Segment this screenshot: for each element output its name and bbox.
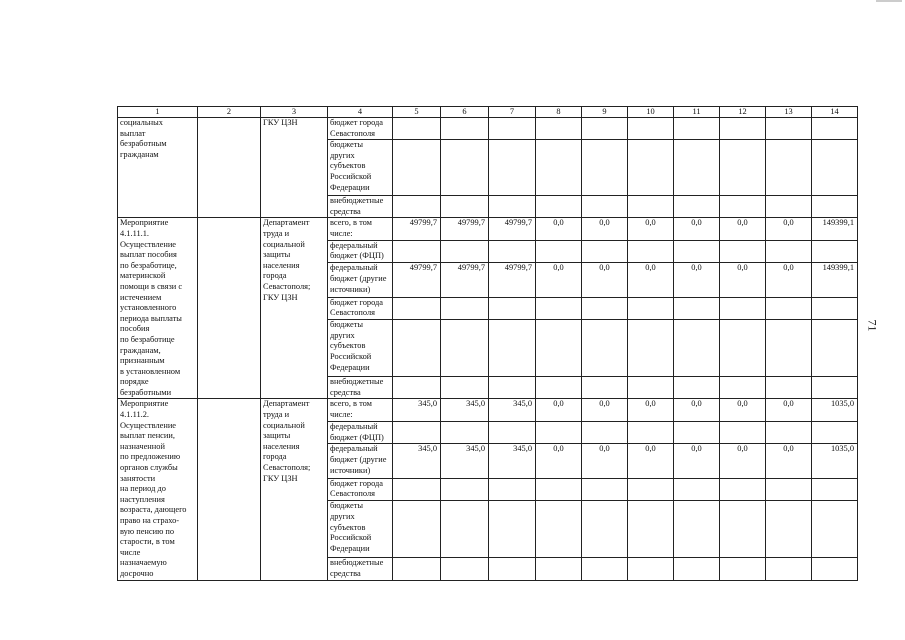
- value-cell: [582, 320, 628, 377]
- value-cell: [536, 501, 582, 558]
- value-cell: [628, 376, 674, 399]
- value-cell: [489, 140, 536, 196]
- header-cell: 13: [766, 107, 812, 118]
- value-cell: 149399,1: [812, 263, 858, 297]
- value-cell: [812, 558, 858, 581]
- value-cell: 149399,1: [812, 218, 858, 240]
- value-cell: [582, 376, 628, 399]
- value-cell: 0,0: [628, 399, 674, 421]
- value-cell: [441, 297, 489, 319]
- funding-source-cell: бюджеты других субъектов Российской Федерации: [328, 320, 393, 377]
- funding-source-cell: федеральный бюджет (ФЦП): [328, 421, 393, 443]
- value-cell: [812, 421, 858, 443]
- value-cell: [674, 196, 720, 218]
- value-cell: [582, 501, 628, 558]
- value-cell: [674, 118, 720, 140]
- value-cell: [582, 140, 628, 196]
- activity-name-cell: Мероприятие 4.1.11.1. Осуществление выплат пособия по безработице, материнской помощи в связи с истечением установленного периода выплаты пособия по безработице гражданам, признанным в установленном порядке безработными: [118, 218, 198, 399]
- value-cell: [441, 196, 489, 218]
- funding-source-cell: внебюджетные средства: [328, 558, 393, 581]
- value-cell: [812, 140, 858, 196]
- value-cell: [628, 240, 674, 262]
- value-cell: [628, 320, 674, 377]
- value-cell: [812, 501, 858, 558]
- value-cell: [536, 196, 582, 218]
- value-cell: [628, 118, 674, 140]
- value-cell: [812, 376, 858, 399]
- value-cell: [720, 558, 766, 581]
- executor-cell: Департамент труда и социальной защиты населения города Севастополя; ГКУ ЦЗН: [261, 399, 328, 580]
- value-cell: [628, 140, 674, 196]
- value-cell: [489, 558, 536, 581]
- value-cell: [393, 376, 441, 399]
- header-cell: 14: [812, 107, 858, 118]
- funding-source-cell: бюджеты других субъектов Российской Федерации: [328, 140, 393, 196]
- value-cell: 0,0: [766, 263, 812, 297]
- value-cell: [536, 240, 582, 262]
- value-cell: [766, 421, 812, 443]
- value-cell: 0,0: [720, 218, 766, 240]
- value-cell: [536, 320, 582, 377]
- page-number: 71: [865, 319, 880, 332]
- funding-source-cell: федеральный бюджет (ФЦП): [328, 240, 393, 262]
- value-cell: [393, 478, 441, 500]
- value-cell: 0,0: [674, 263, 720, 297]
- value-cell: 0,0: [766, 444, 812, 478]
- empty-cell: [198, 218, 261, 399]
- value-cell: 0,0: [674, 399, 720, 421]
- table-row: [118, 118, 858, 140]
- value-cell: 0,0: [720, 263, 766, 297]
- value-cell: 0,0: [628, 218, 674, 240]
- value-cell: [766, 501, 812, 558]
- value-cell: [441, 118, 489, 140]
- value-cell: 49799,7: [441, 218, 489, 240]
- funding-source-cell: бюджет города Севастополя: [328, 118, 393, 140]
- value-cell: 345,0: [489, 444, 536, 478]
- header-cell: 8: [536, 107, 582, 118]
- value-cell: [766, 118, 812, 140]
- value-cell: [393, 320, 441, 377]
- empty-cell: [198, 399, 261, 580]
- value-cell: [674, 320, 720, 377]
- value-cell: [489, 297, 536, 319]
- value-cell: 0,0: [536, 263, 582, 297]
- value-cell: [536, 421, 582, 443]
- budget-table: [117, 106, 858, 581]
- value-cell: [720, 118, 766, 140]
- value-cell: 0,0: [536, 399, 582, 421]
- executor-cell: ГКУ ЦЗН: [261, 118, 328, 218]
- value-cell: [582, 196, 628, 218]
- value-cell: [489, 376, 536, 399]
- value-cell: [489, 240, 536, 262]
- header-cell: 9: [582, 107, 628, 118]
- value-cell: 345,0: [441, 399, 489, 421]
- value-cell: [720, 196, 766, 218]
- value-cell: [720, 320, 766, 377]
- value-cell: [628, 421, 674, 443]
- value-cell: 0,0: [720, 444, 766, 478]
- value-cell: [766, 196, 812, 218]
- table-row: [118, 399, 858, 421]
- value-cell: [393, 297, 441, 319]
- value-cell: [812, 196, 858, 218]
- value-cell: 0,0: [536, 444, 582, 478]
- value-cell: [766, 140, 812, 196]
- value-cell: [441, 558, 489, 581]
- scan-corner-mark: [876, 0, 902, 2]
- funding-source-cell: бюджет города Севастополя: [328, 297, 393, 319]
- value-cell: [674, 478, 720, 500]
- value-cell: 0,0: [628, 444, 674, 478]
- value-cell: 0,0: [582, 263, 628, 297]
- value-cell: [536, 140, 582, 196]
- funding-source-cell: бюджеты других субъектов Российской Федерации: [328, 501, 393, 558]
- value-cell: 0,0: [766, 218, 812, 240]
- value-cell: [536, 376, 582, 399]
- value-cell: [766, 240, 812, 262]
- value-cell: 1035,0: [812, 399, 858, 421]
- value-cell: [536, 478, 582, 500]
- value-cell: [393, 118, 441, 140]
- value-cell: [812, 478, 858, 500]
- header-cell: 1: [118, 107, 198, 118]
- funding-source-cell: федеральный бюджет (другие источники): [328, 444, 393, 478]
- value-cell: [582, 118, 628, 140]
- value-cell: [628, 478, 674, 500]
- value-cell: [628, 297, 674, 319]
- value-cell: [720, 297, 766, 319]
- value-cell: [812, 118, 858, 140]
- value-cell: 49799,7: [393, 218, 441, 240]
- value-cell: [812, 297, 858, 319]
- value-cell: [674, 558, 720, 581]
- value-cell: [489, 421, 536, 443]
- value-cell: [720, 421, 766, 443]
- header-cell: 12: [720, 107, 766, 118]
- value-cell: [766, 478, 812, 500]
- value-cell: [766, 297, 812, 319]
- value-cell: 0,0: [582, 444, 628, 478]
- value-cell: [393, 558, 441, 581]
- activity-name-cell: Мероприятие 4.1.11.2. Осуществление выплат пенсии, назначенной по предложению органов службы занятости на период до наступления возраста, дающего право на страхо- вую пенсию по старости, в том числе назначаемую досрочно: [118, 399, 198, 580]
- value-cell: [536, 118, 582, 140]
- value-cell: [628, 501, 674, 558]
- funding-source-cell: бюджет города Севастополя: [328, 478, 393, 500]
- value-cell: [393, 501, 441, 558]
- funding-source-cell: внебюджетные средства: [328, 196, 393, 218]
- value-cell: 0,0: [628, 263, 674, 297]
- value-cell: [582, 558, 628, 581]
- funding-source-cell: всего, в том числе:: [328, 399, 393, 421]
- value-cell: [441, 478, 489, 500]
- header-cell: 2: [198, 107, 261, 118]
- value-cell: 345,0: [393, 444, 441, 478]
- header-cell: 3: [261, 107, 328, 118]
- value-cell: [441, 376, 489, 399]
- value-cell: 49799,7: [489, 263, 536, 297]
- header-cell: 5: [393, 107, 441, 118]
- value-cell: 0,0: [674, 444, 720, 478]
- header-cell: 6: [441, 107, 489, 118]
- value-cell: [536, 558, 582, 581]
- value-cell: [582, 240, 628, 262]
- value-cell: [536, 297, 582, 319]
- value-cell: [582, 478, 628, 500]
- value-cell: [489, 320, 536, 377]
- value-cell: [441, 320, 489, 377]
- value-cell: [720, 501, 766, 558]
- value-cell: [766, 376, 812, 399]
- value-cell: [489, 196, 536, 218]
- value-cell: [582, 421, 628, 443]
- value-cell: [628, 558, 674, 581]
- value-cell: 0,0: [582, 218, 628, 240]
- value-cell: [674, 421, 720, 443]
- value-cell: [674, 501, 720, 558]
- value-cell: 0,0: [720, 399, 766, 421]
- header-cell: 7: [489, 107, 536, 118]
- value-cell: [441, 140, 489, 196]
- value-cell: [674, 240, 720, 262]
- value-cell: 1035,0: [812, 444, 858, 478]
- value-cell: [812, 240, 858, 262]
- header-cell: 4: [328, 107, 393, 118]
- value-cell: 345,0: [393, 399, 441, 421]
- value-cell: [674, 376, 720, 399]
- value-cell: [393, 421, 441, 443]
- value-cell: [393, 140, 441, 196]
- value-cell: [489, 118, 536, 140]
- value-cell: 0,0: [536, 218, 582, 240]
- value-cell: [720, 240, 766, 262]
- value-cell: 345,0: [441, 444, 489, 478]
- value-cell: [489, 478, 536, 500]
- value-cell: [628, 196, 674, 218]
- value-cell: 345,0: [489, 399, 536, 421]
- value-cell: 0,0: [766, 399, 812, 421]
- value-cell: [441, 240, 489, 262]
- header-cell: 10: [628, 107, 674, 118]
- value-cell: [812, 320, 858, 377]
- value-cell: [674, 140, 720, 196]
- value-cell: 0,0: [582, 399, 628, 421]
- activity-name-cell: социальных выплат безработным гражданам: [118, 118, 198, 218]
- value-cell: [766, 558, 812, 581]
- executor-cell: Департамент труда и социальной защиты населения города Севастополя; ГКУ ЦЗН: [261, 218, 328, 399]
- value-cell: [441, 501, 489, 558]
- header-row: [118, 107, 858, 118]
- value-cell: [720, 140, 766, 196]
- value-cell: [766, 320, 812, 377]
- value-cell: 0,0: [674, 218, 720, 240]
- value-cell: [582, 297, 628, 319]
- value-cell: 49799,7: [393, 263, 441, 297]
- value-cell: [720, 376, 766, 399]
- funding-source-cell: федеральный бюджет (другие источники): [328, 263, 393, 297]
- funding-source-cell: всего, в том числе:: [328, 218, 393, 240]
- value-cell: 49799,7: [441, 263, 489, 297]
- value-cell: [674, 297, 720, 319]
- value-cell: [441, 421, 489, 443]
- value-cell: [489, 501, 536, 558]
- value-cell: [720, 478, 766, 500]
- table-row: [118, 218, 858, 240]
- empty-cell: [198, 118, 261, 218]
- funding-source-cell: внебюджетные средства: [328, 376, 393, 399]
- value-cell: [393, 240, 441, 262]
- value-cell: 49799,7: [489, 218, 536, 240]
- header-cell: 11: [674, 107, 720, 118]
- value-cell: [393, 196, 441, 218]
